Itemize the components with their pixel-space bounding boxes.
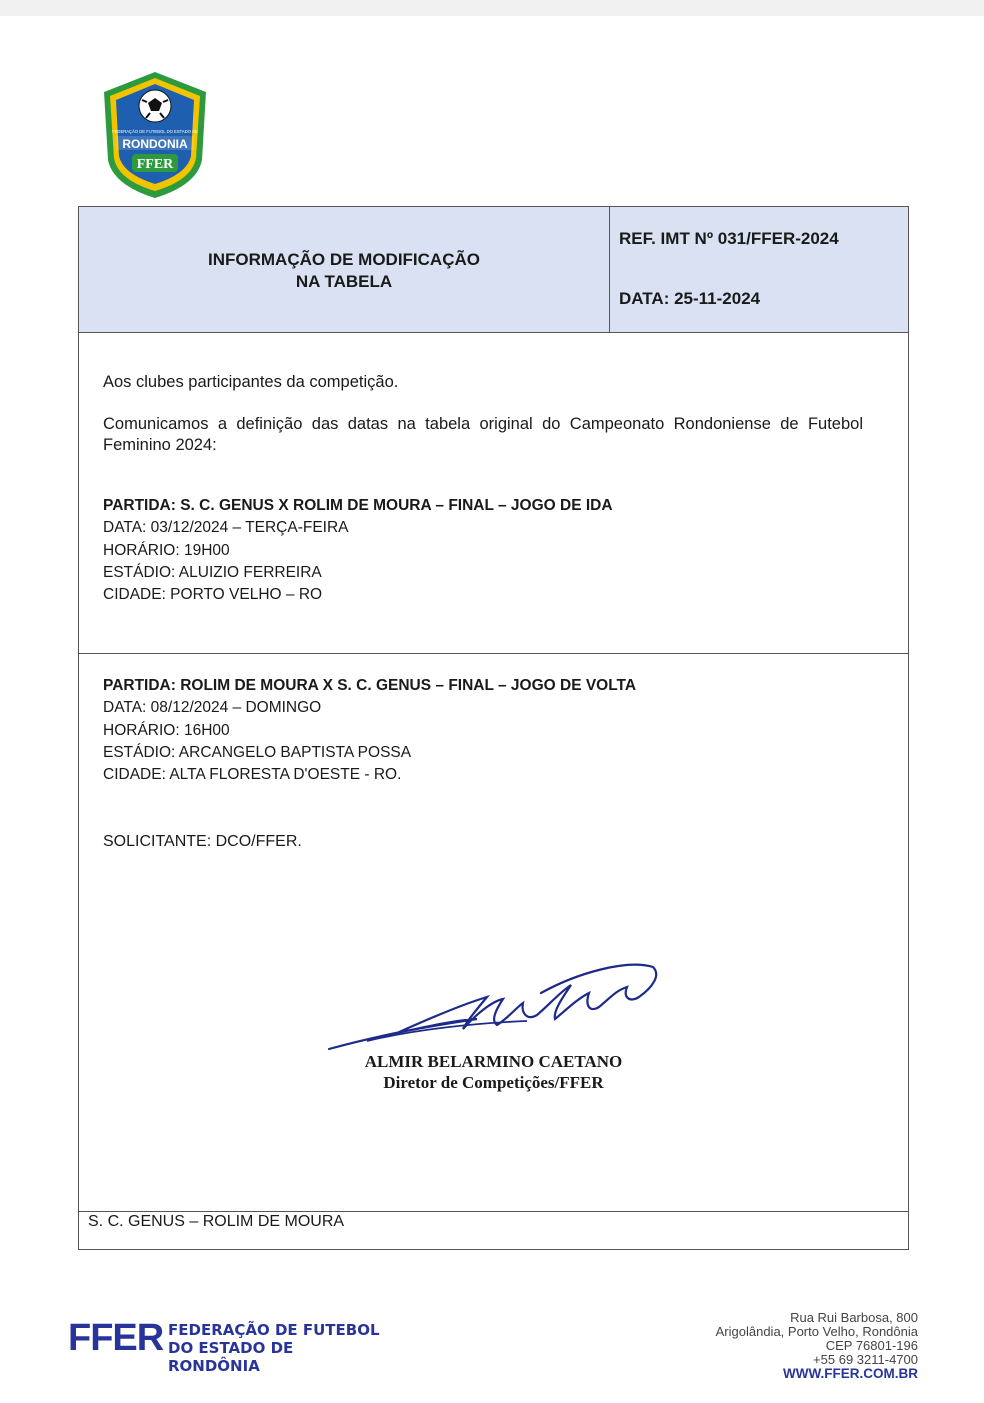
match-date: DATA: 08/12/2024 – DOMINGO [103,699,322,717]
match-block-2 [103,675,636,786]
match-title: PARTIDA: ROLIM DE MOURA X S. C. GENUS – FINAL – JOGO DE VOLTA [103,677,637,694]
reference-number: REF. IMT Nº 031/FFER-2024 [619,229,839,248]
signatory-role: Diretor de Competições/FFER [383,1073,604,1092]
address-line-2: Arigolândia, Porto Velho, Rondônia [715,1324,918,1339]
signatory-name: ALMIR BELARMINO CAETANO [364,1052,623,1071]
brand-line-2: DO ESTADO DE RONDÔNIA [168,1339,294,1375]
brand-mark: FFER [68,1317,164,1359]
address-line-1: Rua Rui Barbosa, 800 [790,1310,918,1325]
title-line-1: INFORMAÇÃO DE MODIFICAÇÃO [208,250,480,269]
website-link[interactable]: WWW.FFER.COM.BR [783,1366,918,1381]
document-header [79,207,908,333]
logo-abbr-text: FFER [136,157,174,172]
title-line-2: NA TABELA [295,272,393,291]
phone-number: +55 69 3211-4700 [813,1352,918,1367]
match-time: HORÁRIO: 16H00 [103,721,230,739]
match-title: PARTIDA: S. C. GENUS X ROLIM DE MOURA – FINAL – JOGO DE IDA [103,497,613,514]
top-bar [0,0,984,16]
intro-paragraph: Comunicamos a definição das datas na tabela original do Campeonato Rondoniense de Futebol Feminino 2024: [103,415,863,454]
footer-address [716,1311,918,1381]
brand-line-1: FEDERAÇÃO DE FUTEBOL [168,1321,380,1339]
match-stadium: ESTÁDIO: ALUIZIO FERREIRA [103,563,322,581]
match-city: CIDADE: ALTA FLORESTA D'OESTE - RO. [103,766,402,784]
document-title [79,249,609,293]
logo-top-text: FEDERAÇÃO DE FUTEBOL DO ESTADO DE [112,129,198,134]
match-date: DATA: 03/12/2024 – TERÇA-FEIRA [103,519,349,537]
header-divider [609,207,610,332]
requester: SOLICITANTE: DCO/FFER. [103,833,302,850]
logo-main-text: RONDONIA [122,137,188,151]
footer-divider [79,1211,908,1212]
match-city: CIDADE: PORTO VELHO – RO [103,586,323,604]
document-date: DATA: 25-11-2024 [619,289,761,308]
address-line-3: CEP 76801-196 [825,1338,918,1353]
section-divider [79,653,908,654]
intro-greeting: Aos clubes participantes da competição. [103,373,399,391]
handwritten-signature [327,963,667,1053]
match-block-1 [103,495,613,606]
match-stadium: ESTÁDIO: ARCANGELO BAPTISTA POSSA [103,743,412,761]
brand-name [168,1321,388,1375]
footer-clubs: S. C. GENUS – ROLIM DE MOURA [88,1213,345,1230]
document-frame [78,206,909,1250]
ffer-logo [102,70,208,200]
match-time: HORÁRIO: 19H00 [103,541,230,559]
